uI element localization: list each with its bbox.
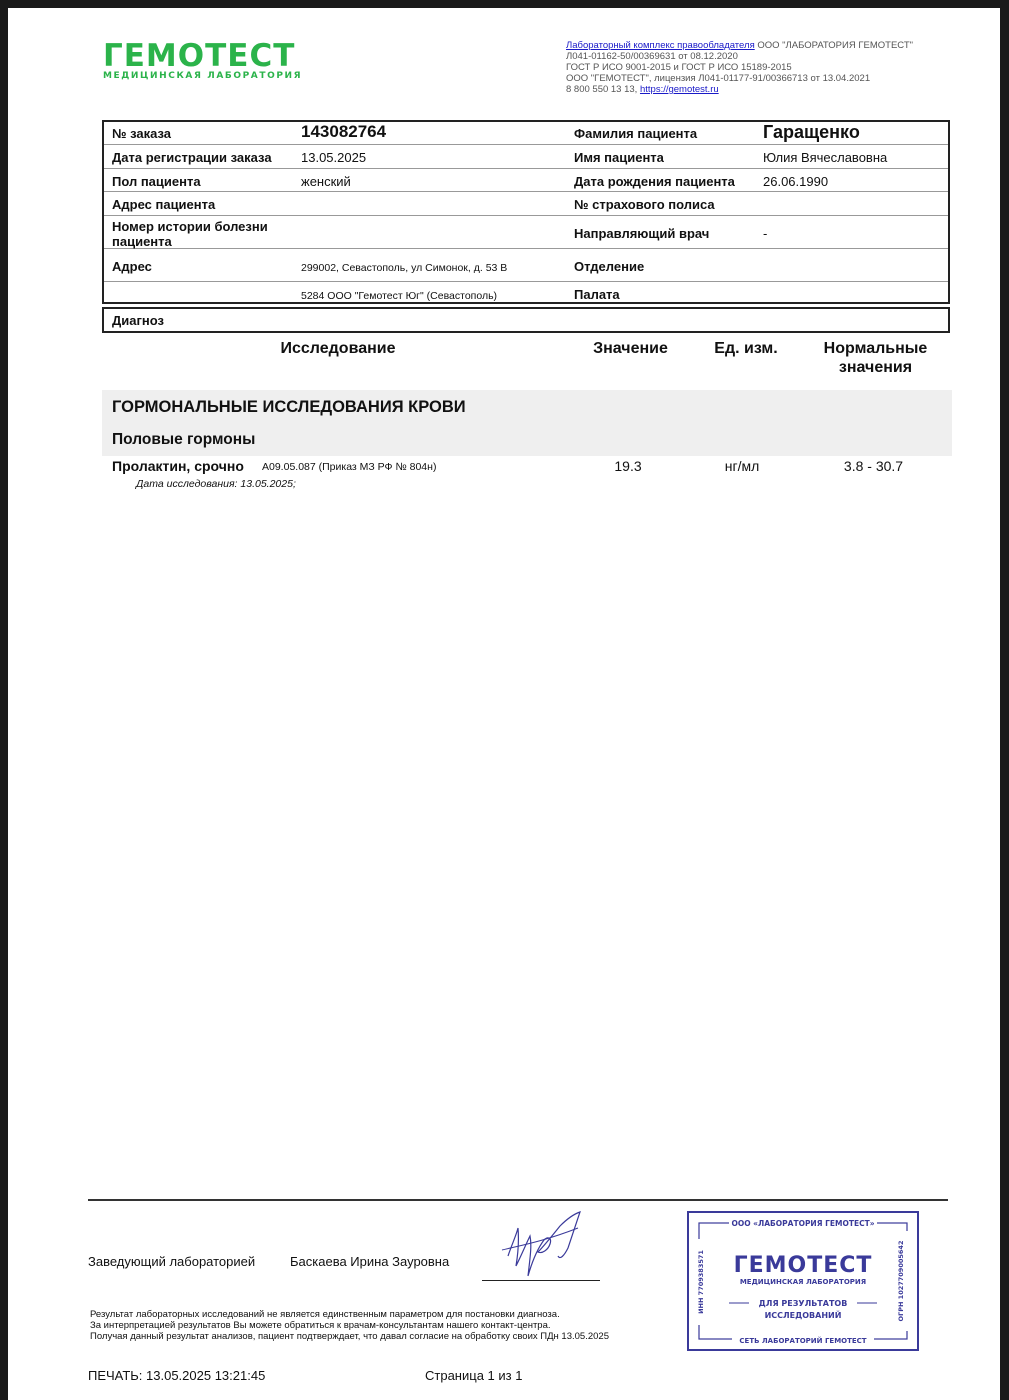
lab-stamp	[687, 1211, 919, 1351]
result-name: Пролактин, срочно	[112, 458, 244, 474]
policy-label: № страхового полиса	[574, 197, 715, 212]
logo-sub-text: МЕДИЦИНСКАЯ ЛАБОРАТОРИЯ	[103, 71, 303, 81]
doctor-value: -	[763, 226, 768, 241]
logo-main-text: ГЕМОТЕСТ	[103, 38, 296, 74]
disclaimer-line3: Получая данный результат анализов, пациент подтверждает, что давал согласие на обработку своих ПДн 13.05.2025	[90, 1331, 609, 1342]
disclaimer	[90, 1309, 609, 1342]
col-norm-line2: значения	[838, 359, 913, 376]
lab-address-value: 299002, Севастополь, ул Симонок, д. 53 В	[301, 262, 508, 274]
reg-date-value: 13.05.2025	[301, 150, 367, 165]
result-date: Дата исследования: 13.05.2025;	[136, 478, 296, 490]
report-page	[8, 8, 1000, 1400]
name-value: Юлия Вячеславовна	[763, 150, 888, 165]
department-label: Отделение	[574, 259, 645, 274]
reg-date-label: Дата регистрации заказа	[112, 150, 272, 165]
signer-name: Баскаева Ирина Зауровна	[290, 1254, 450, 1269]
col-study: Исследование	[280, 340, 396, 357]
address-label: Адрес пациента	[112, 197, 216, 212]
stamp-ogrn-text: ОГРН 1027709005642	[897, 1240, 905, 1322]
row-divider	[104, 168, 948, 169]
license-line4: ООО "ГЕМОТЕСТ", лицензия Л041-01177-91/00366713 от 13.04.2021	[566, 73, 871, 84]
col-norm-line1: Нормальные	[823, 340, 928, 357]
footer-divider	[88, 1199, 948, 1201]
diagnosis-label: Диагноз	[112, 313, 164, 328]
section-title: ГОРМОНАЛЬНЫЕ ИССЛЕДОВАНИЯ КРОВИ	[112, 398, 466, 416]
surname-value: Гаращенко	[763, 122, 860, 142]
gemotest-logo	[103, 40, 363, 82]
stamp-sub-text: МЕДИЦИНСКАЯ ЛАБОРАТОРИЯ	[739, 1278, 867, 1286]
disclaimer-line1: Результат лабораторных исследований не является единственным параметром для постановки диагноза.	[90, 1309, 560, 1320]
license-info	[566, 40, 913, 95]
history-label-line2: пациента	[112, 234, 172, 249]
diagnosis-box	[102, 307, 950, 333]
stamp-purpose-2: ИССЛЕДОВАНИЙ	[764, 1311, 842, 1320]
sex-label: Пол пациента	[112, 174, 201, 189]
order-number: 143082764	[301, 122, 387, 141]
col-unit: Ед. изм.	[714, 340, 778, 357]
row-divider	[104, 191, 948, 192]
lab-office-value: 5284 ООО "Гемотест Юг" (Севастополь)	[301, 290, 498, 302]
col-value: Значение	[593, 340, 668, 357]
lab-address-label: Адрес	[112, 259, 152, 274]
history-label	[112, 219, 268, 249]
dob-value: 26.06.1990	[763, 174, 829, 189]
stamp-bottom-text: СЕТЬ ЛАБОРАТОРИЙ ГЕМОТЕСТ	[739, 1337, 867, 1345]
stamp-top-text: ООО «ЛАБОРАТОРИЯ ГЕМОТЕСТ»	[731, 1219, 875, 1228]
print-timestamp: ПЕЧАТЬ: 13.05.2025 13:21:45	[88, 1368, 266, 1383]
patient-info-table	[102, 120, 950, 304]
license-link[interactable]: Лабораторный комплекс правообладателя	[566, 40, 755, 51]
license-line2: Л041-01162-50/00369631 от 08.12.2020	[566, 51, 738, 62]
signature-image	[488, 1206, 598, 1286]
doctor-label: Направляющий врач	[574, 226, 710, 241]
website-link[interactable]: https://gemotest.ru	[639, 84, 719, 95]
history-label-line1: Номер истории болезни	[112, 219, 268, 234]
stamp-main-text: ГЕМОТЕСТ	[733, 1253, 873, 1278]
order-label: № заказа	[112, 126, 172, 141]
stamp-inn-text: ИНН 7709383571	[697, 1250, 705, 1314]
result-value: 19.3	[614, 458, 642, 474]
section-subtitle: Половые гормоны	[112, 431, 256, 448]
license-owner: ООО "ЛАБОРАТОРИЯ ГЕМОТЕСТ"	[754, 40, 913, 51]
row-divider	[104, 144, 948, 145]
stamp-purpose-1: ДЛЯ РЕЗУЛЬТАТОВ	[758, 1299, 848, 1308]
sex-value: женский	[301, 174, 351, 189]
ward-label: Палата	[574, 287, 620, 302]
col-norm	[808, 339, 943, 377]
row-divider	[104, 281, 948, 282]
disclaimer-line2: За интерпретацией результатов Вы можете обратиться к врачам-консультантам нашего контакт-центра.	[90, 1320, 551, 1331]
license-line3: ГОСТ Р ИСО 9001-2015 и ГОСТ Р ИСО 15189-2015	[566, 62, 792, 73]
page-number: Страница 1 из 1	[425, 1368, 523, 1383]
row-divider	[104, 215, 948, 216]
phone: 8 800 550 13 13,	[566, 84, 640, 95]
result-code: A09.05.087 (Приказ МЗ РФ № 804н)	[262, 461, 437, 473]
signer-role: Заведующий лабораторией	[88, 1254, 256, 1269]
name-label: Имя пациента	[574, 150, 664, 165]
surname-label: Фамилия пациента	[574, 126, 698, 141]
result-unit: нг/мл	[724, 458, 760, 474]
dob-label: Дата рождения пациента	[574, 174, 735, 189]
signature-line	[482, 1280, 600, 1281]
result-norm: 3.8 - 30.7	[843, 458, 904, 474]
